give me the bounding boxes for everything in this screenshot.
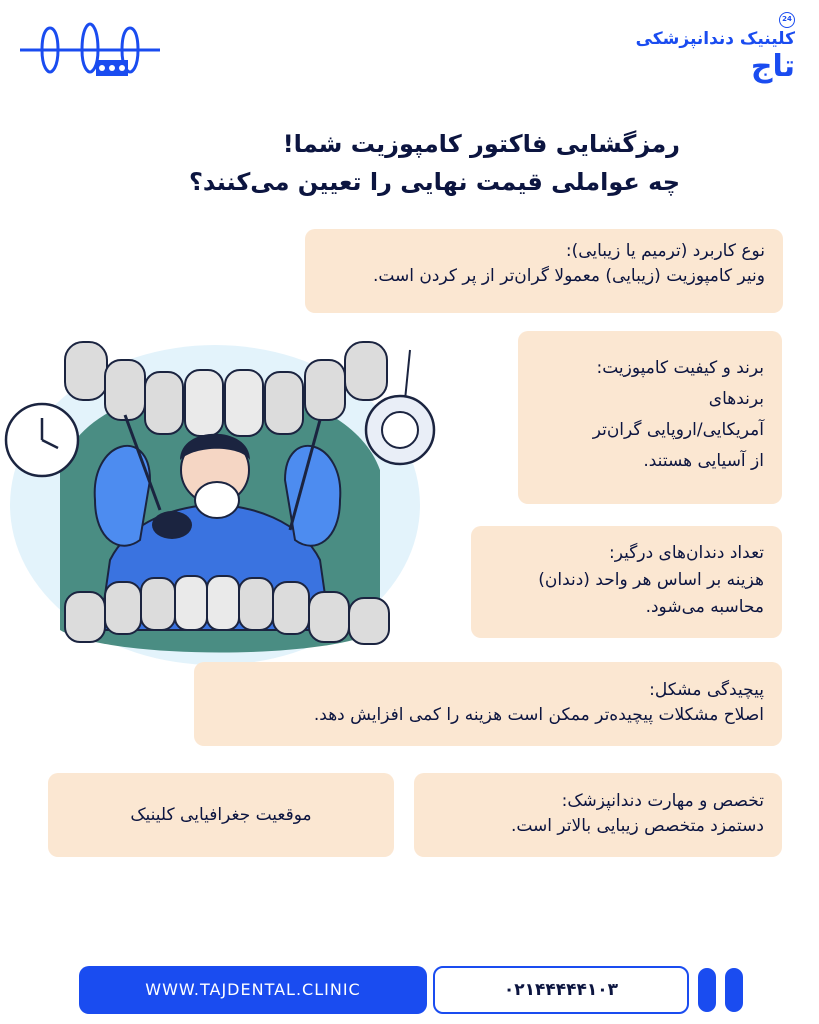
- card-location-title: موقعیت جغرافیایی کلینیک: [130, 805, 312, 825]
- card-tooth-count: [471, 526, 782, 638]
- card-location: [48, 773, 394, 857]
- card-brand-line-3: از آسیایی هستند.: [643, 451, 764, 471]
- dentist-illustration: [0, 330, 470, 670]
- card-count-title: تعداد دندان‌های درگیر:: [609, 543, 764, 563]
- decor-pill-left: [698, 968, 716, 1012]
- card-brand-title: برند و کیفیت کامپوزیت:: [596, 358, 764, 378]
- card-brand-line-1: برندهای: [708, 389, 764, 409]
- card-dentist-skill: [414, 773, 782, 857]
- card-brand-quality: [518, 331, 782, 504]
- card-complexity: [194, 662, 782, 746]
- card-complexity-body: اصلاح مشکلات پیچیده‌تر ممکن است هزینه را کمی افزایش دهد.: [313, 705, 764, 725]
- headline-line-1: رمزگشایی فاکتور کامپوزیت شما!: [282, 130, 680, 158]
- phone-number[interactable]: ۰۲۱۴۴۴۴۴۱۰۳: [433, 966, 689, 1014]
- card-usage-title: نوع کاربرد (ترمیم یا زیبایی):: [565, 241, 765, 261]
- card-count-line-1: هزینه بر اساس هر واحد (دندان): [538, 570, 764, 590]
- card-brand-line-2: آمریکایی/اروپایی گران‌تر: [592, 420, 764, 440]
- card-usage-type: [305, 229, 783, 313]
- brand-name: تاج: [750, 49, 795, 84]
- tooth-logo-icon: [20, 20, 160, 80]
- decor-pill-right: [725, 968, 743, 1012]
- card-skill-body: دستمزد متخصص زیبایی بالاتر است.: [510, 816, 764, 836]
- headline-line-2: چه عواملی قیمت نهایی را تعیین می‌کنند؟: [188, 168, 680, 196]
- card-usage-body: ونیر کامپوزیت (زیبایی) معمولا گران‌تر از پر کردن است.: [372, 266, 765, 286]
- clinic-brand: [625, 14, 795, 84]
- page-headline: [100, 125, 680, 201]
- website-link[interactable]: WWW.TAJDENTAL.CLINIC: [79, 966, 427, 1014]
- card-skill-title: تخصص و مهارت دندانپزشک:: [561, 791, 764, 811]
- card-count-line-2: محاسبه می‌شود.: [645, 597, 764, 617]
- 24-hour-badge-icon: 24: [779, 12, 795, 28]
- card-complexity-title: پیچیدگی مشکل:: [649, 680, 764, 700]
- brand-subtitle: کلینیک دندانپزشکی: [635, 29, 795, 49]
